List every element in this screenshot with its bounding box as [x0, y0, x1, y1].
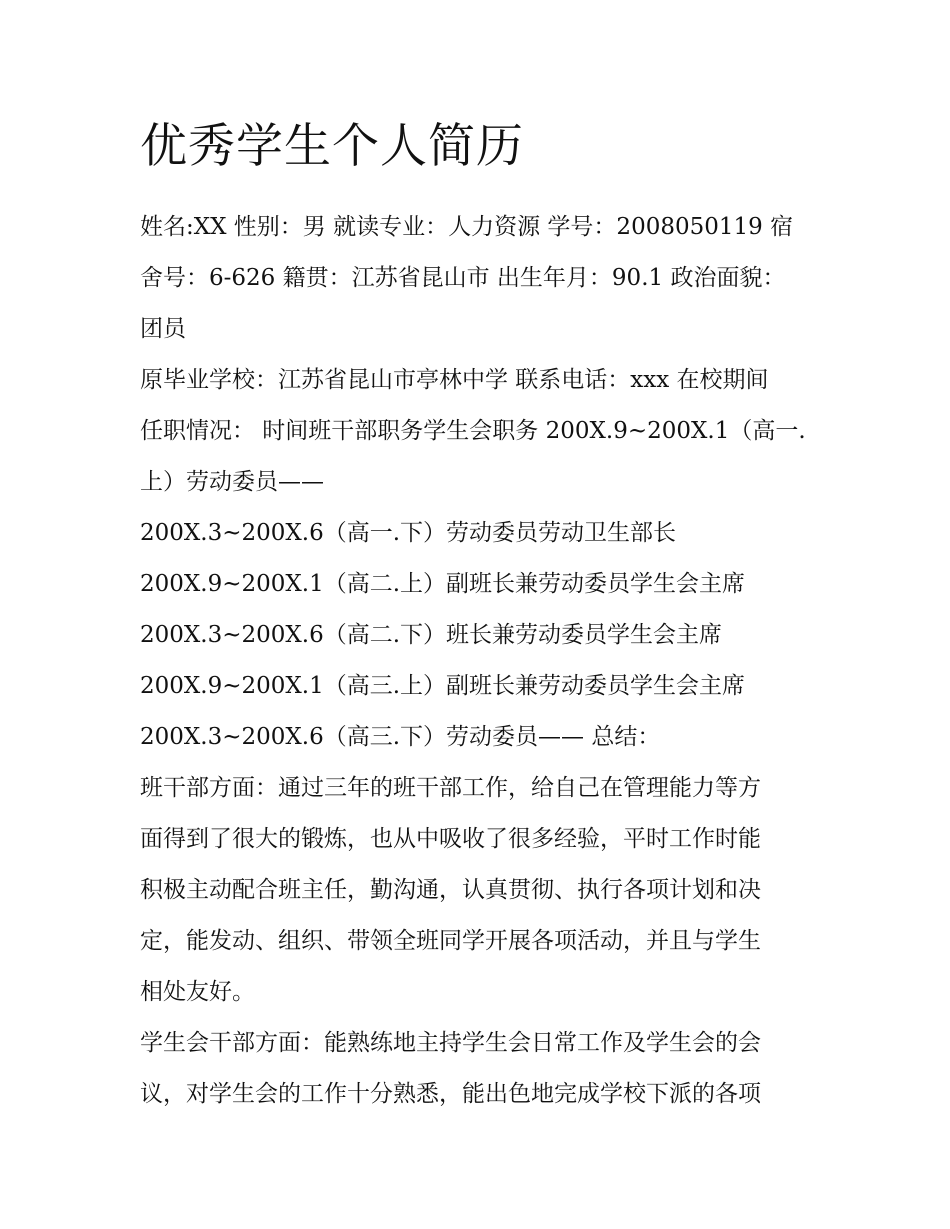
text-line: 团员 [140, 316, 186, 342]
text-line: 200X.9~200X.1（高二.上）副班长兼劳动委员学生会主席 [140, 571, 746, 597]
text-line: 200X.3~200X.6（高三.下）劳动委员—— 总结： [140, 724, 661, 750]
text-line: 200X.3~200X.6（高一.下）劳动委员劳动卫生部长 [140, 520, 677, 546]
text-line: 相处友好。 [140, 979, 255, 1005]
text-line: 200X.3~200X.6（高二.下）班长兼劳动委员学生会主席 [140, 622, 723, 648]
text-line: 议，对学生会的工作十分熟悉，能出色地完成学校下派的各项 [140, 1081, 761, 1107]
text-line: 积极主动配合班主任，勤沟通，认真贯彻、执行各项计划和决 [140, 877, 761, 903]
text-line: 200X.9~200X.1（高三.上）副班长兼劳动委员学生会主席 [140, 673, 746, 699]
text-line: 班干部方面：通过三年的班干部工作，给自己在管理能力等方 [140, 775, 761, 801]
text-line: 面得到了很大的锻炼，也从中吸收了很多经验，平时工作时能 [140, 826, 761, 852]
text-line: 上）劳动委员—— [140, 469, 324, 495]
text-line: 姓名:XX 性别：男 就读专业：人力资源 学号：2008050119 宿 [140, 214, 794, 240]
text-line: 原毕业学校：江苏省昆山市亭林中学 联系电话：xxx 在校期间 [140, 367, 769, 393]
page-title: 优秀学生个人简历 [140, 119, 524, 174]
text-line: 定，能发动、组织、带领全班同学开展各项活动，并且与学生 [140, 928, 761, 954]
text-line: 舍号：6-626 籍贯：江苏省昆山市 出生年月：90.1 政治面貌： [140, 265, 786, 291]
text-line: 任职情况： 时间班干部职务学生会职务 200X.9~200X.1（高一. [140, 418, 806, 444]
text-line: 学生会干部方面：能熟练地主持学生会日常工作及学生会的会 [140, 1030, 761, 1056]
document-body [140, 112, 812, 1120]
